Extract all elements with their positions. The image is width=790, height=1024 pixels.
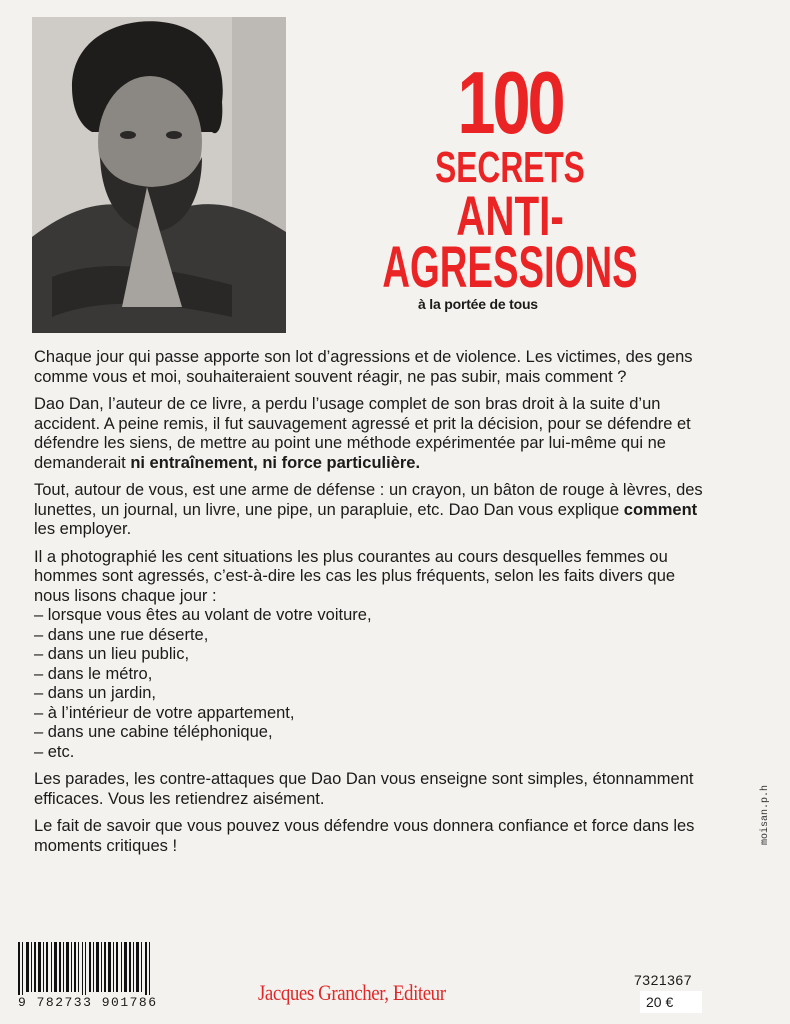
paragraph-3-end: les employer.: [34, 520, 132, 538]
title-number: 100: [457, 53, 563, 152]
list-item: – dans une cabine téléphonique,: [34, 723, 273, 741]
paragraph-3-text: Tout, autour de vous, est une arme de défense : un crayon, un bâton de rouge à lèvres, des lunettes, un journal, un livre, une pipe, un parapluie, etc. Dao Dan vous explique: [34, 481, 703, 519]
paragraph-5: Les parades, les contre-attaques que Dao Dan vous enseigne sont simples, étonnamment efficaces. Vous les retiendrez aisément.: [34, 770, 694, 808]
paragraph-2: [34, 395, 714, 473]
list-item: – dans un jardin,: [34, 684, 157, 702]
book-title: [340, 53, 680, 300]
back-cover-blurb: [34, 348, 714, 864]
printer-mark: moisan.p.h: [760, 784, 771, 845]
paragraph-1: Chaque jour qui passe apporte son lot d’agressions et de violence. Les victimes, des gens comme vous et moi, souhaiteraient souvent réagir, ne pas subir, mais comment ?: [34, 348, 693, 386]
paragraph-2-bold: ni entraînement, ni force particulière.: [130, 453, 421, 472]
subtitle: à la portée de tous: [418, 296, 538, 312]
list-item: – etc.: [34, 742, 75, 761]
list-item: – à l’intérieur de votre appartement,: [34, 703, 295, 722]
paragraph-3: [34, 481, 714, 540]
paragraph-2-text: Dao Dan, l’auteur de ce livre, a perdu l’usage complet de son bras droit à la suite d’un accident. A peine remis, il fut sauvagement agressé et prit la décision, pour se défendre et défendre les siens, de mettre au point une méthode expérimentée par lui-même qui ne demanderait: [34, 395, 691, 472]
barcode-bars: [16, 942, 156, 998]
isbn-digits: 9 782733 901786: [18, 995, 158, 1010]
publisher-logo: Jacques Grancher, Editeur: [258, 980, 446, 1005]
list-item: – dans une rue déserte,: [34, 625, 209, 644]
paragraph-3-bold: comment: [623, 500, 698, 519]
paragraph-6: Le fait de savoir que vous pouvez vous défendre vous donnera confiance et force dans les moments critiques !: [34, 817, 695, 855]
list-item: – lorsque vous êtes au volant de votre voiture,: [34, 606, 372, 624]
author-photo: [32, 17, 286, 333]
title-anti: ANTI-: [456, 184, 564, 247]
title-agressions: AGRESSIONS: [382, 235, 638, 300]
paragraph-4: Il a photographié les cent situations les plus courantes au cours desquelles femmes ou hommes sont agressés, c’est-à-dire les cas les plus fréquents, selon les faits divers que nous lisons chaque jour :: [34, 547, 676, 605]
list-item: – dans le métro,: [34, 664, 153, 683]
price-tag: 20 €: [640, 991, 702, 1013]
title-secrets: SECRETS: [435, 143, 585, 192]
list-item: – dans un lieu public,: [34, 645, 190, 663]
product-code: 7321367: [634, 972, 693, 988]
situation-list: [34, 606, 714, 762]
